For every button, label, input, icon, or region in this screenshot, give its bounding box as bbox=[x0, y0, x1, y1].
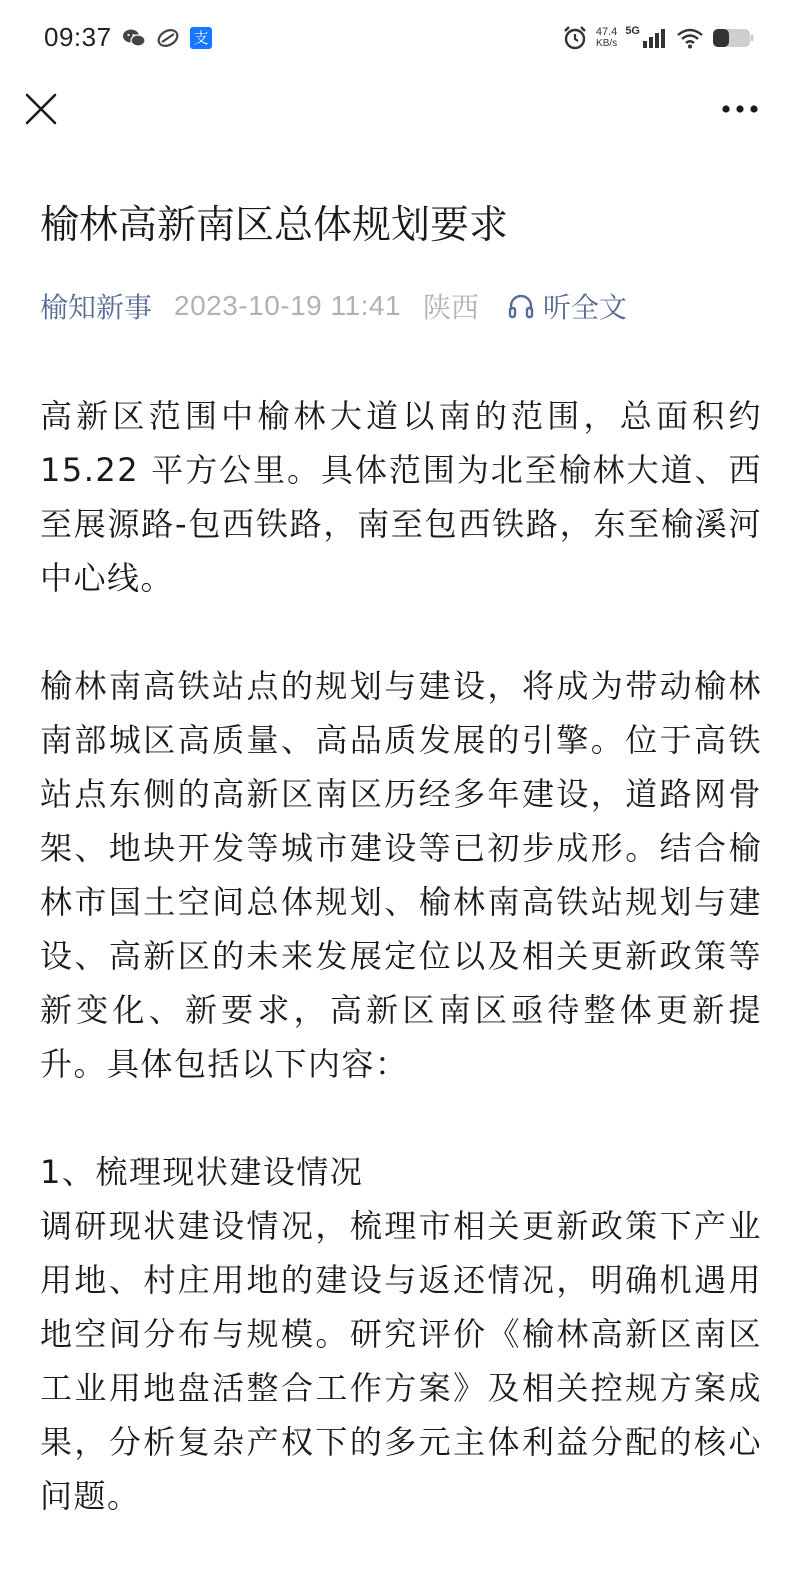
signal-icon bbox=[642, 27, 668, 49]
listen-label: 听全文 bbox=[543, 291, 628, 324]
article-meta bbox=[40, 284, 627, 328]
article-paragraph: 高新区范围中榆林大道以南的范围，总面积约15.22 平方公里。具体范围为北至榆林大道、西至展源路-包西铁路，南至包西铁路，东至榆溪河中心线。 bbox=[40, 397, 762, 597]
network-type: 5G bbox=[625, 25, 640, 37]
publish-date: 2023-10-19 11:41 bbox=[174, 290, 402, 321]
status-indicators bbox=[562, 25, 754, 51]
nav-bar bbox=[0, 80, 800, 140]
author-link[interactable]: 榆知新事 bbox=[40, 291, 153, 324]
article-paragraph: 调研现状建设情况，梳理市相关更新政策下产业用地、村庄用地的建设与返还情况，明确机遇用地空间分布与规模。研究评价《榆林高新区南区工业用地盘活整合工作方案》及相关控规方案成果，分析复杂产权下的多元主体利益分配的核心问题。 bbox=[40, 1207, 762, 1515]
status-bar bbox=[0, 0, 800, 80]
more-button[interactable] bbox=[720, 98, 760, 120]
wifi-icon bbox=[676, 27, 704, 49]
article-body bbox=[40, 389, 762, 1523]
section-heading: 1、梳理现状建设情况 bbox=[40, 1153, 364, 1191]
status-app-icons bbox=[122, 27, 212, 49]
network-speed-unit: KB/s bbox=[596, 38, 618, 49]
alipay-icon: 支 bbox=[190, 27, 212, 49]
alarm-icon bbox=[562, 25, 588, 51]
listen-button[interactable] bbox=[507, 286, 627, 326]
article-title: 榆林高新南区总体规划要求 bbox=[40, 203, 509, 248]
article-paragraph: 榆林南高铁站点的规划与建设，将成为带动榆林南部城区高质量、高品质发展的引擎。位于高铁站点东侧的高新区南区历经多年建设，道路网骨架、地块开发等城市建设等已初步成形。结合榆林市国土空间总体规划、榆林南高铁站规划与建设、高新区的未来发展定位以及相关更新政策等新变化、新要求，高新区南区亟待整体更新提升。具体包括以下内容： bbox=[40, 667, 762, 1083]
status-time: 09:37 bbox=[44, 22, 112, 52]
paragraph-spacer bbox=[40, 1091, 762, 1145]
battery-icon bbox=[712, 27, 754, 49]
paragraph-spacer bbox=[40, 605, 762, 659]
more-icon bbox=[720, 98, 760, 120]
publish-region: 陕西 bbox=[423, 291, 480, 324]
network-speed bbox=[596, 27, 617, 49]
link-icon bbox=[156, 28, 180, 48]
network-speed-value: 47.4 bbox=[595, 26, 618, 38]
wechat-icon bbox=[122, 28, 146, 48]
close-button[interactable] bbox=[24, 92, 58, 126]
headphones-icon bbox=[507, 292, 535, 320]
close-icon bbox=[24, 92, 58, 126]
